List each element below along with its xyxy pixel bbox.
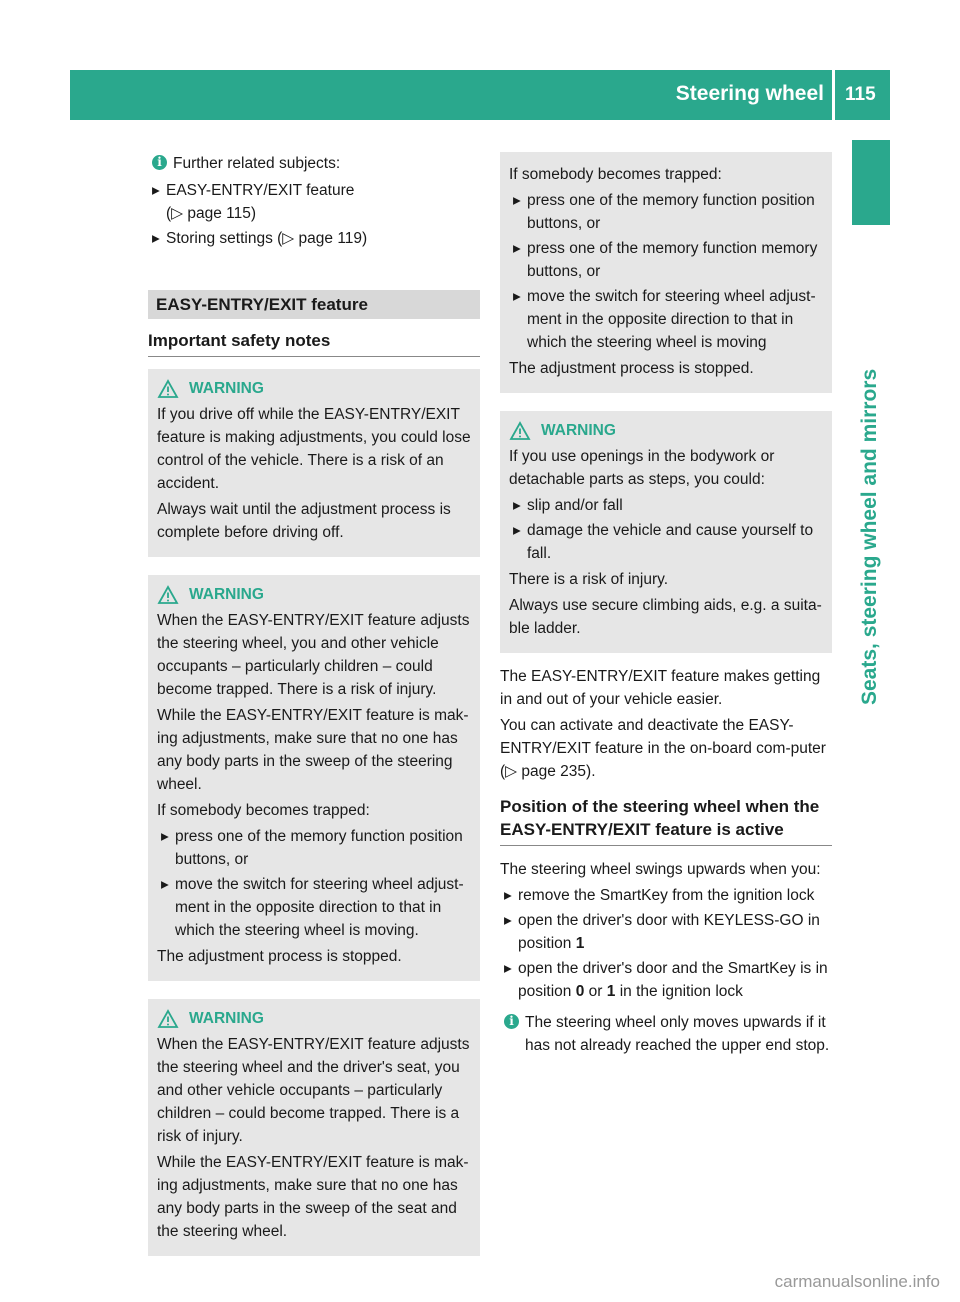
- warning-label: WARNING: [189, 586, 264, 603]
- warning-box: WARNING If you drive off while the EASY-ENTRY/EXIT feature is making adjustments, you could lose control of the vehicle. There is a risk of an accident. Always wait until the adjustment process is complete before driving off.: [148, 369, 480, 557]
- list-item: ▸ slip and/or fall: [509, 494, 824, 517]
- related-subjects-note: i Further related subjects:: [148, 152, 480, 175]
- subheading: Important safety notes: [148, 329, 480, 357]
- list-item: ▸ press one of the memory function position buttons, or: [157, 825, 472, 871]
- list-item: ▸ open the driver's door and the SmartKey is in position 0 or 1 in the ignition lock: [500, 957, 832, 1003]
- warning-triangle-icon: [157, 1009, 179, 1029]
- warning-box: WARNING If you use openings in the bodywork or detachable parts as steps, you could: ▸ slip and/or fall ▸ damage the vehicle and cause yourself to fall. There is a risk of injury. Always use secure climbing aids, e.g. a suita-ble ladder.: [500, 411, 832, 653]
- warning-triangle-icon: [157, 585, 179, 605]
- bullet-icon: ▸: [513, 240, 521, 257]
- list-item: ▸ EASY-ENTRY/EXIT feature (▷ page 115): [148, 179, 480, 225]
- warning-label: WARNING: [189, 380, 264, 397]
- bullet-icon: ▸: [504, 912, 512, 929]
- side-tab-block: [852, 140, 890, 225]
- list-item: [148, 227, 480, 250]
- list-item: ▸ open the driver's door with KEYLESS-GO in position 1: [500, 909, 832, 955]
- body-text: The EASY-ENTRY/EXIT feature makes getting in and out of your vehicle easier. You can activate and deactivate the EASY-ENTRY/EXIT feature in the on-board com-puter (▷ page 235).: [500, 668, 826, 780]
- list-item: ▸ press one of the memory function memory buttons, or: [509, 237, 824, 283]
- info-icon: i: [504, 1014, 519, 1029]
- warning-triangle-icon: [509, 421, 531, 441]
- bullet-icon: ▸: [513, 522, 521, 539]
- page-number: 115: [845, 84, 876, 105]
- section-title: EASY-ENTRY/EXIT feature: [148, 290, 480, 319]
- bullet-icon: ▸: [161, 828, 169, 845]
- bullet-icon: ▸: [513, 192, 521, 209]
- list-item: ▸ remove the SmartKey from the ignition lock: [500, 884, 832, 907]
- side-tab: [850, 235, 890, 705]
- warning-box: WARNING When the EASY-ENTRY/EXIT feature adjusts the steering wheel, you and other vehicle occupants – particularly children – could become trapped. There is a risk of injury. While the EASY-ENTRY/EXIT feature is mak-ing adjustments, make sure that no one has any body parts in the sweep of the steering wheel. If somebody becomes trapped: ▸ press one of the memory function position buttons, or ▸ move the switch for steering wheel adjust-ment in the opposite direction to that in which the steering wheel is moving. The adjustment process is stopped.: [148, 575, 480, 981]
- info-note: i The steering wheel only moves upwards if it has not already reached the upper end stop.: [500, 1011, 832, 1057]
- subheading: Position of the steering wheel when the EASY-ENTRY/EXIT feature is active: [500, 795, 832, 846]
- warning-continuation-box: If somebody becomes trapped: ▸ press one of the memory function position buttons, or ▸ press one of the memory function memory buttons, or ▸ move the switch for steering wheel adjust-ment in the opposite direction to that in which the steering wheel is moving The adjustment process is stopped.: [500, 152, 832, 393]
- warning-label: WARNING: [541, 422, 616, 439]
- warning-triangle-icon: [157, 379, 179, 399]
- page-reference-link[interactable]: Storing settings (▷ page 119): [166, 230, 368, 247]
- bullet-icon: ▸: [152, 230, 160, 247]
- info-icon: i: [152, 155, 167, 170]
- list-item: ▸ move the switch for steering wheel adjust-ment in the opposite direction to that in which the steering wheel is moving.: [157, 873, 472, 942]
- left-column: [148, 152, 480, 1256]
- list-item: ▸ move the switch for steering wheel adjust-ment in the opposite direction to that in which the steering wheel is moving: [509, 285, 824, 354]
- body-text: The steering wheel swings upwards when you:: [500, 861, 821, 878]
- watermark: carmanualsonline.info: [774, 1272, 940, 1291]
- bullet-icon: ▸: [161, 876, 169, 893]
- header-title: Steering wheel: [675, 82, 824, 105]
- bullet-icon: ▸: [513, 288, 521, 305]
- bullet-icon: ▸: [513, 497, 521, 514]
- list-item: ▸ damage the vehicle and cause yourself to fall.: [509, 519, 824, 565]
- right-column: [500, 152, 832, 1061]
- warning-label: WARNING: [189, 1010, 264, 1027]
- bullet-icon: ▸: [504, 887, 512, 904]
- page-reference-link[interactable]: (▷ page 115): [166, 205, 257, 222]
- list-item: ▸ press one of the memory function position buttons, or: [509, 189, 824, 235]
- header-divider: [832, 70, 835, 120]
- bullet-icon: ▸: [152, 182, 160, 199]
- bullet-icon: ▸: [504, 960, 512, 977]
- warning-box: WARNING When the EASY-ENTRY/EXIT feature adjusts the steering wheel and the driver's seat, you and other vehicle occupants – particularly children – could become trapped. There is a risk of injury. While the EASY-ENTRY/EXIT feature is mak-ing adjustments, make sure that no one has any body parts in the sweep of the seat and the steering wheel.: [148, 999, 480, 1256]
- side-tab-label: Seats, steering wheel and mirrors: [858, 368, 881, 705]
